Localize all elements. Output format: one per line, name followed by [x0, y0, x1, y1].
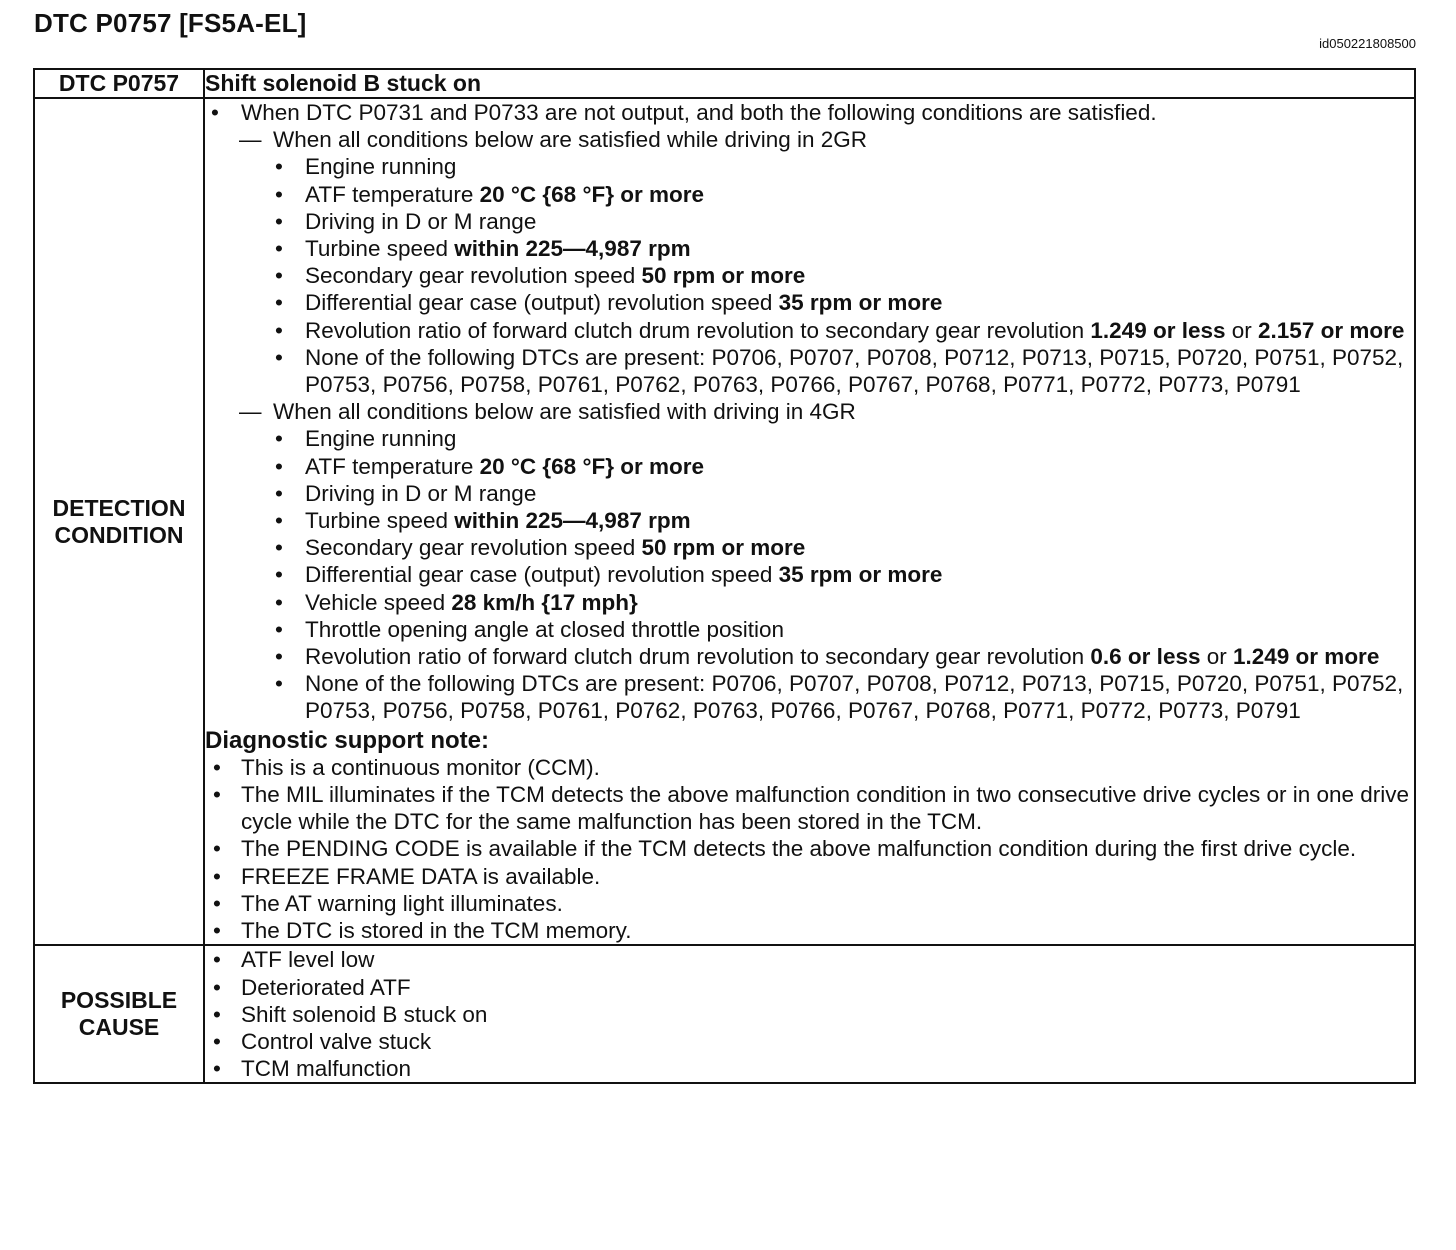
list-item — [205, 453, 1414, 480]
condition-value: 0.6 or less — [1090, 644, 1201, 670]
page-title: DTC P0757 [FS5A-EL] — [34, 8, 307, 38]
list-item: • Driving in D or M range — [205, 480, 1414, 507]
list-item: • The AT warning light illuminates. — [205, 890, 1414, 917]
condition-value: 35 rpm or more — [778, 290, 943, 316]
document-id: id050221808500 — [1319, 36, 1416, 51]
possible-cause-label-text: POSSIBLE CAUSE — [60, 987, 178, 1041]
detection-list — [205, 99, 1414, 126]
condition-value: 2.157 or more — [1258, 317, 1405, 343]
condition-text: ATF temperature — [305, 181, 480, 207]
condition-value: 50 rpm or more — [641, 263, 806, 289]
condition-value: within 225—4,987 rpm — [454, 236, 691, 262]
dtc-code-cell: DTC P0757 — [34, 69, 204, 98]
list-item: • Shift solenoid B stuck on — [205, 1001, 1414, 1028]
list-item: • Engine running — [205, 153, 1414, 180]
condition-text: Turbine speed — [305, 236, 455, 262]
list-item — [205, 534, 1414, 561]
list-item — [205, 643, 1414, 670]
condition-text: Revolution ratio of forward clutch drum revolution to secondary gear revolution — [305, 317, 1091, 343]
diagnostic-note-title: Diagnostic support note: — [205, 726, 489, 754]
condition-text: Turbine speed — [305, 508, 455, 534]
condition-value: 35 rpm or more — [778, 562, 943, 588]
diagnostic-notes — [205, 754, 1414, 944]
list-item: • ATF level low — [205, 946, 1414, 973]
group-4gr-conditions — [205, 425, 1414, 724]
condition-text: Revolution ratio of forward clutch drum revolution to secondary gear revolution — [305, 644, 1091, 670]
condition-text: Secondary gear revolution speed — [305, 535, 642, 561]
detection-intro: • When DTC P0731 and P0733 are not output, and both the following conditions are satisfied. — [205, 99, 1414, 126]
list-item: • FREEZE FRAME DATA is available. — [205, 863, 1414, 890]
list-item: • Driving in D or M range — [205, 208, 1414, 235]
condition-text: ATF temperature — [305, 453, 480, 479]
list-item: • Engine running — [205, 425, 1414, 452]
condition-text: Secondary gear revolution speed — [305, 263, 642, 289]
group-2gr-heading: — When all conditions below are satisfied while driving in 2GR — [205, 126, 1414, 153]
condition-value: within 225—4,987 rpm — [454, 508, 691, 534]
condition-value: 50 rpm or more — [641, 535, 806, 561]
condition-connector: or — [1200, 644, 1233, 670]
possible-cause-content — [204, 945, 1415, 1083]
list-item — [205, 317, 1414, 344]
condition-value: 20 °C {68 °F} or more — [479, 453, 704, 479]
dtc-table — [33, 68, 1416, 1084]
list-item: • The MIL illuminates if the TCM detects the above malfunction condition in two consecutive drive cycles or in one drive cycle while the DTC for the same malfunction has been stored in the TCM. — [205, 781, 1414, 835]
list-item — [205, 289, 1414, 316]
condition-value: 1.249 or less — [1090, 317, 1226, 343]
list-item: • Deteriorated ATF — [205, 974, 1414, 1001]
list-item: • None of the following DTCs are present: P0706, P0707, P0708, P0712, P0713, P0715, P0720, P0751, P0752, P0753, P0756, P0758, P0761, P0762, P0763, P0766, P0767, P0768, P0771, P0772, P0773, P0791 — [205, 344, 1414, 398]
possible-cause-row — [34, 945, 1415, 1083]
condition-value: 20 °C {68 °F} or more — [479, 181, 704, 207]
list-item: • Throttle opening angle at closed throttle position — [205, 616, 1414, 643]
detection-condition-content — [204, 98, 1415, 945]
list-item — [205, 235, 1414, 262]
detection-condition-label-text: DETECTION CONDITION — [52, 494, 186, 548]
condition-text: Differential gear case (output) revolution speed — [305, 290, 779, 316]
list-item — [205, 181, 1414, 208]
list-item: • None of the following DTCs are present: P0706, P0707, P0708, P0712, P0713, P0715, P0720, P0751, P0752, P0753, P0756, P0758, P0761, P0762, P0763, P0766, P0767, P0768, P0771, P0772, P0773, P0791 — [205, 670, 1414, 724]
possible-cause-list — [205, 946, 1414, 1082]
detection-condition-row — [34, 98, 1415, 945]
condition-value: 28 km/h {17 mph} — [451, 589, 638, 615]
condition-text: Vehicle speed — [305, 589, 452, 615]
list-item — [205, 507, 1414, 534]
possible-cause-label — [34, 945, 204, 1083]
table-header-row — [34, 69, 1415, 98]
list-item — [205, 262, 1414, 289]
dtc-description-cell: Shift solenoid B stuck on — [204, 69, 1415, 98]
condition-text: Differential gear case (output) revolution speed — [305, 562, 779, 588]
list-item: • This is a continuous monitor (CCM). — [205, 754, 1414, 781]
condition-value: 1.249 or more — [1233, 644, 1380, 670]
condition-connector: or — [1225, 317, 1259, 343]
list-item — [205, 561, 1414, 588]
list-item — [205, 589, 1414, 616]
detection-condition-label — [34, 98, 204, 945]
list-item: • Control valve stuck — [205, 1028, 1414, 1055]
group-4gr-heading: — When all conditions below are satisfied with driving in 4GR — [205, 398, 1414, 425]
list-item: • The DTC is stored in the TCM memory. — [205, 917, 1414, 944]
list-item: • TCM malfunction — [205, 1055, 1414, 1082]
list-item: • The PENDING CODE is available if the TCM detects the above malfunction condition during the first drive cycle. — [205, 835, 1414, 862]
group-2gr-conditions — [205, 153, 1414, 398]
